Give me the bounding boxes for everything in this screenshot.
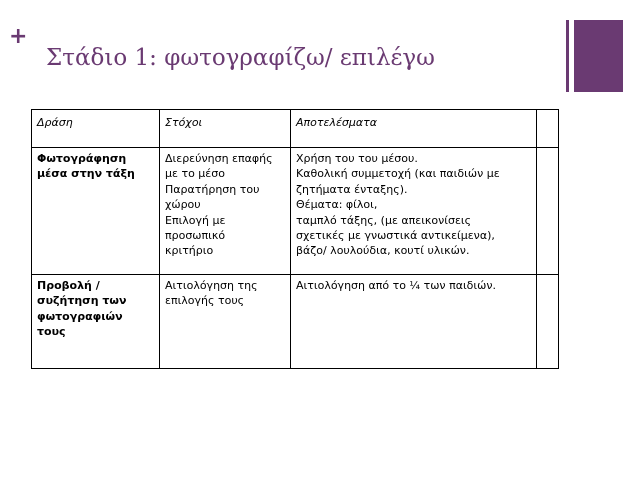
cell-text-line: ζητήματα ένταξης). bbox=[296, 182, 408, 196]
slide-title: Στάδιο 1: φωτογραφίζω/ επιλέγω bbox=[46, 45, 435, 71]
cell-text-line: προσωπικό bbox=[165, 229, 226, 243]
cell-text-line: χώρου bbox=[165, 198, 201, 212]
cell-text-line: Επιλογή με bbox=[165, 213, 226, 227]
cell-results bbox=[291, 148, 537, 275]
cell-extra bbox=[537, 148, 559, 275]
table-row bbox=[32, 275, 559, 369]
header-results: Αποτελέσματα bbox=[291, 110, 537, 148]
decorative-bar-thin bbox=[566, 20, 569, 92]
cell-action bbox=[32, 148, 160, 275]
header-action: Δράση bbox=[32, 110, 160, 148]
cell-text-line: Καθολική συμμετοχή (και παιδιών με bbox=[296, 167, 500, 181]
decorative-bar-wide bbox=[574, 20, 623, 92]
activity-table bbox=[31, 109, 559, 369]
cell-action bbox=[32, 275, 160, 369]
cell-text-line: συζήτηση των bbox=[37, 294, 127, 308]
cell-text-line: Αιτιολόγηση από το ¼ των παιδιών. bbox=[296, 279, 496, 292]
table-row bbox=[32, 148, 559, 275]
cell-text-line: Παρατήρηση του bbox=[165, 182, 260, 196]
cell-text-line: Φωτογράφηση bbox=[37, 152, 127, 165]
cell-text-line: μέσα στην τάξη bbox=[37, 167, 135, 181]
cell-text-line: τους bbox=[37, 325, 66, 339]
plus-icon: + bbox=[9, 24, 28, 49]
cell-text-line: ταμπλό τάξης, (με απεικονίσεις bbox=[296, 213, 472, 227]
cell-text-line: επιλογής τους bbox=[165, 294, 245, 308]
header-extra bbox=[537, 110, 559, 148]
cell-text-line: Χρήση του του μέσου. bbox=[296, 152, 418, 165]
cell-text-line: Θέματα: φίλοι, bbox=[296, 198, 378, 212]
cell-results bbox=[291, 275, 537, 369]
cell-text-line: Προβολή / bbox=[37, 279, 100, 292]
cell-text-line: Αιτιολόγηση της bbox=[165, 279, 258, 292]
cell-text-line: φωτογραφιών bbox=[37, 309, 123, 323]
cell-goals bbox=[160, 275, 291, 369]
cell-text-line: κριτήριο bbox=[165, 244, 214, 258]
cell-text-line: σχετικές με γνωστικά αντικείμενα), bbox=[296, 229, 495, 243]
cell-extra bbox=[537, 275, 559, 369]
table-header-row bbox=[32, 110, 559, 148]
header-goals: Στόχοι bbox=[160, 110, 291, 148]
cell-goals bbox=[160, 148, 291, 275]
cell-text-line: με το μέσο bbox=[165, 167, 225, 181]
cell-text-line: βάζο/ λουλούδια, κουτί υλικών. bbox=[296, 244, 470, 258]
cell-text-line: Διερεύνηση επαφής bbox=[165, 152, 273, 165]
